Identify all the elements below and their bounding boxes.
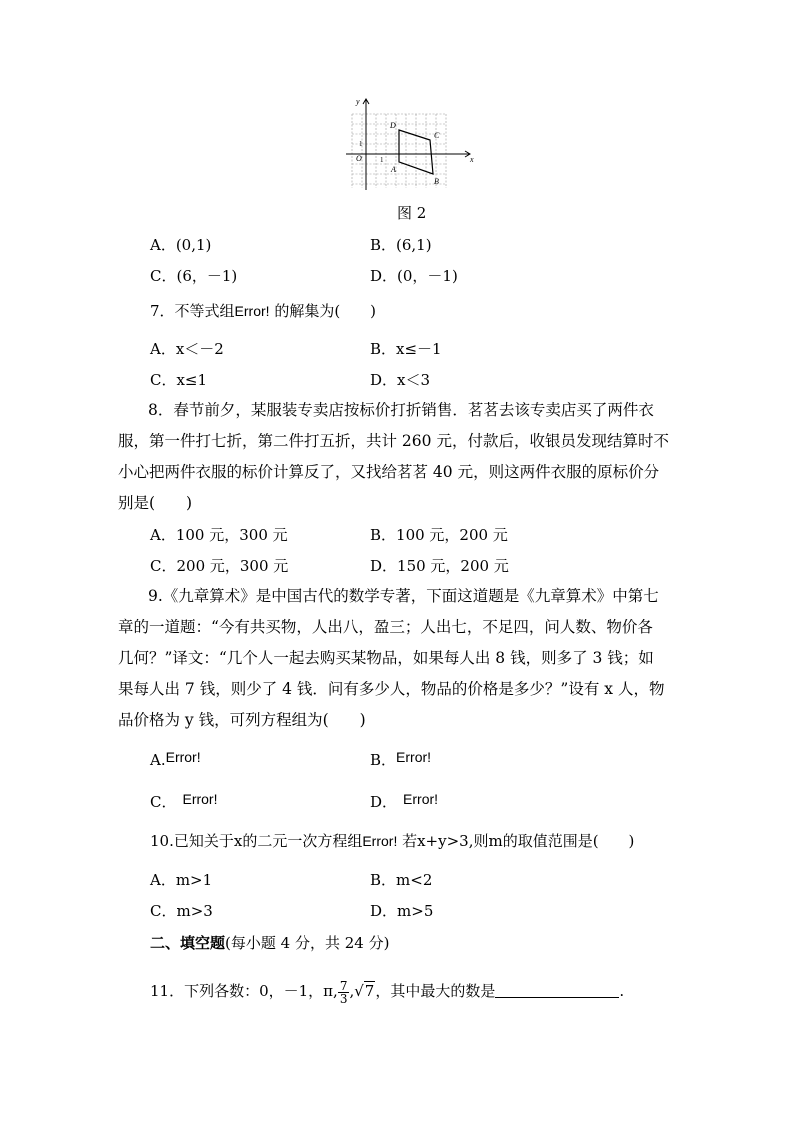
q8-stem bbox=[118, 395, 678, 519]
answer-blank[interactable] bbox=[495, 983, 619, 998]
q7-option-b: B．x≤－1 bbox=[370, 340, 442, 358]
section-2-heading bbox=[150, 934, 389, 952]
q9-line-4: 果每人出 7 钱，则少了 4 钱．问有多少人，物品的价格是多少？”设有 x 人，物 bbox=[118, 680, 665, 698]
q10-stem-suffix: 若x+y>3,则m的取值范围是( ) bbox=[397, 832, 635, 850]
q11-prefix: 11．下列各数：0，－1，π, bbox=[150, 982, 338, 1000]
q9-option-d-label: D． bbox=[370, 793, 398, 811]
fraction-numerator: 7 bbox=[339, 978, 348, 993]
unit-label-x: 1 bbox=[380, 156, 384, 164]
q10-option-a: A．m>1 bbox=[150, 871, 213, 889]
q8-option-d: D．150 元，200 元 bbox=[370, 557, 509, 575]
point-label-c: C bbox=[434, 131, 440, 140]
q7-stem bbox=[150, 302, 376, 320]
section-2-title: 二、填空题 bbox=[150, 934, 226, 952]
sqrt-7 bbox=[354, 981, 375, 1000]
q9-option-b-label: B． bbox=[370, 751, 397, 769]
q9-line-1: 9.《九章算术》是中国古代的数学专著，下面这道题是《九章算术》中第七 bbox=[148, 587, 659, 605]
q11-end: . bbox=[619, 982, 625, 1000]
q9-option-c-label: C． bbox=[150, 793, 177, 811]
sqrt-radicand: 7 bbox=[364, 982, 375, 1000]
q8-option-c: C．200 元，300 元 bbox=[150, 557, 289, 575]
q11-suffix: ，其中最大的数是 bbox=[375, 982, 496, 1000]
q10-stem-prefix: 10.已知关于x的二元一次方程组 bbox=[150, 832, 363, 850]
section-2-note: (每小题 4 分，共 24 分) bbox=[225, 934, 390, 952]
q10-option-c: C．m>3 bbox=[150, 902, 213, 920]
q8-line-2: 服，第一件打七折，第二件打五折，共计 260 元，付款后，收银员发现结算时不 bbox=[118, 432, 669, 450]
origin-label: O bbox=[356, 154, 362, 163]
q7-error-placeholder: Error! bbox=[234, 303, 270, 319]
point-label-d: D bbox=[390, 121, 396, 130]
q7-stem-suffix: 的解集为( ) bbox=[269, 302, 377, 320]
q9-option-d-error: Error! bbox=[403, 791, 439, 807]
y-axis-label: y bbox=[356, 97, 360, 106]
q10-option-b: B．m<2 bbox=[370, 871, 433, 889]
q8-line-4: 别是( ) bbox=[118, 494, 193, 512]
q9-option-b-error: Error! bbox=[396, 749, 432, 765]
q10-error-placeholder: Error! bbox=[362, 833, 398, 849]
q9-stem bbox=[118, 581, 678, 736]
q8-option-b: B．100 元，200 元 bbox=[370, 526, 508, 544]
q9-line-3: 几何？”译文：“几个人一起去购买某物品，如果每人出 8 钱，则多了 3 钱；如 bbox=[118, 649, 654, 667]
q9-option-a-error: Error! bbox=[165, 749, 201, 765]
q9-option-c bbox=[150, 790, 217, 811]
q6-option-b: B．(6,1) bbox=[370, 236, 432, 254]
sqrt-symbol: √ bbox=[354, 982, 364, 1000]
fraction-denominator: 3 bbox=[339, 991, 348, 1006]
x-axis-label: x bbox=[470, 155, 474, 164]
q8-line-1: 8．春节前夕，某服装专卖店按标价打折销售．茗茗去该专卖店买了两件衣 bbox=[148, 401, 654, 419]
q7-option-d: D．x＜3 bbox=[370, 371, 431, 389]
q9-option-a-label: A. bbox=[150, 751, 166, 769]
point-label-a: A bbox=[391, 165, 396, 174]
q10-stem bbox=[150, 832, 634, 850]
q9-line-2: 章的一道题：“今有共买物，人出八，盈三；人出七，不足四，问人数、物价各 bbox=[118, 618, 653, 636]
point-label-b: B bbox=[434, 177, 439, 186]
fraction-7-3 bbox=[338, 980, 350, 1005]
q6-option-d: D．(0，－1) bbox=[370, 267, 458, 285]
q9-option-c-error: Error! bbox=[182, 791, 218, 807]
q9-option-a bbox=[150, 748, 201, 769]
q9-line-5: 品价格为 y 钱，可列方程组为( ) bbox=[118, 711, 366, 729]
unit-label-y: 1 bbox=[359, 140, 363, 148]
q9-option-d bbox=[370, 790, 438, 811]
q7-stem-prefix: 7．不等式组 bbox=[150, 302, 235, 320]
coordinate-figure bbox=[340, 94, 480, 194]
figure-caption: 图 2 bbox=[397, 204, 427, 222]
axes bbox=[346, 99, 470, 190]
q6-option-a: A．(0,1) bbox=[150, 236, 212, 254]
q7-option-a: A．x＜－2 bbox=[150, 340, 224, 358]
q10-option-d: D．m>5 bbox=[370, 902, 434, 920]
q9-option-b bbox=[370, 748, 431, 769]
q11-stem: 11．下列各数：0，－1，π, $\frac{7}{3}$ ,√7，其中最大的数是 . bbox=[150, 978, 625, 1006]
q8-option-a: A．100 元，300 元 bbox=[150, 526, 288, 544]
q7-option-c: C．x≤1 bbox=[150, 371, 208, 389]
q6-option-c: C．(6，－1) bbox=[150, 267, 238, 285]
q8-line-3: 小心把两件衣服的标价计算反了，又找给茗茗 40 元，则这两件衣服的原标价分 bbox=[118, 463, 660, 481]
